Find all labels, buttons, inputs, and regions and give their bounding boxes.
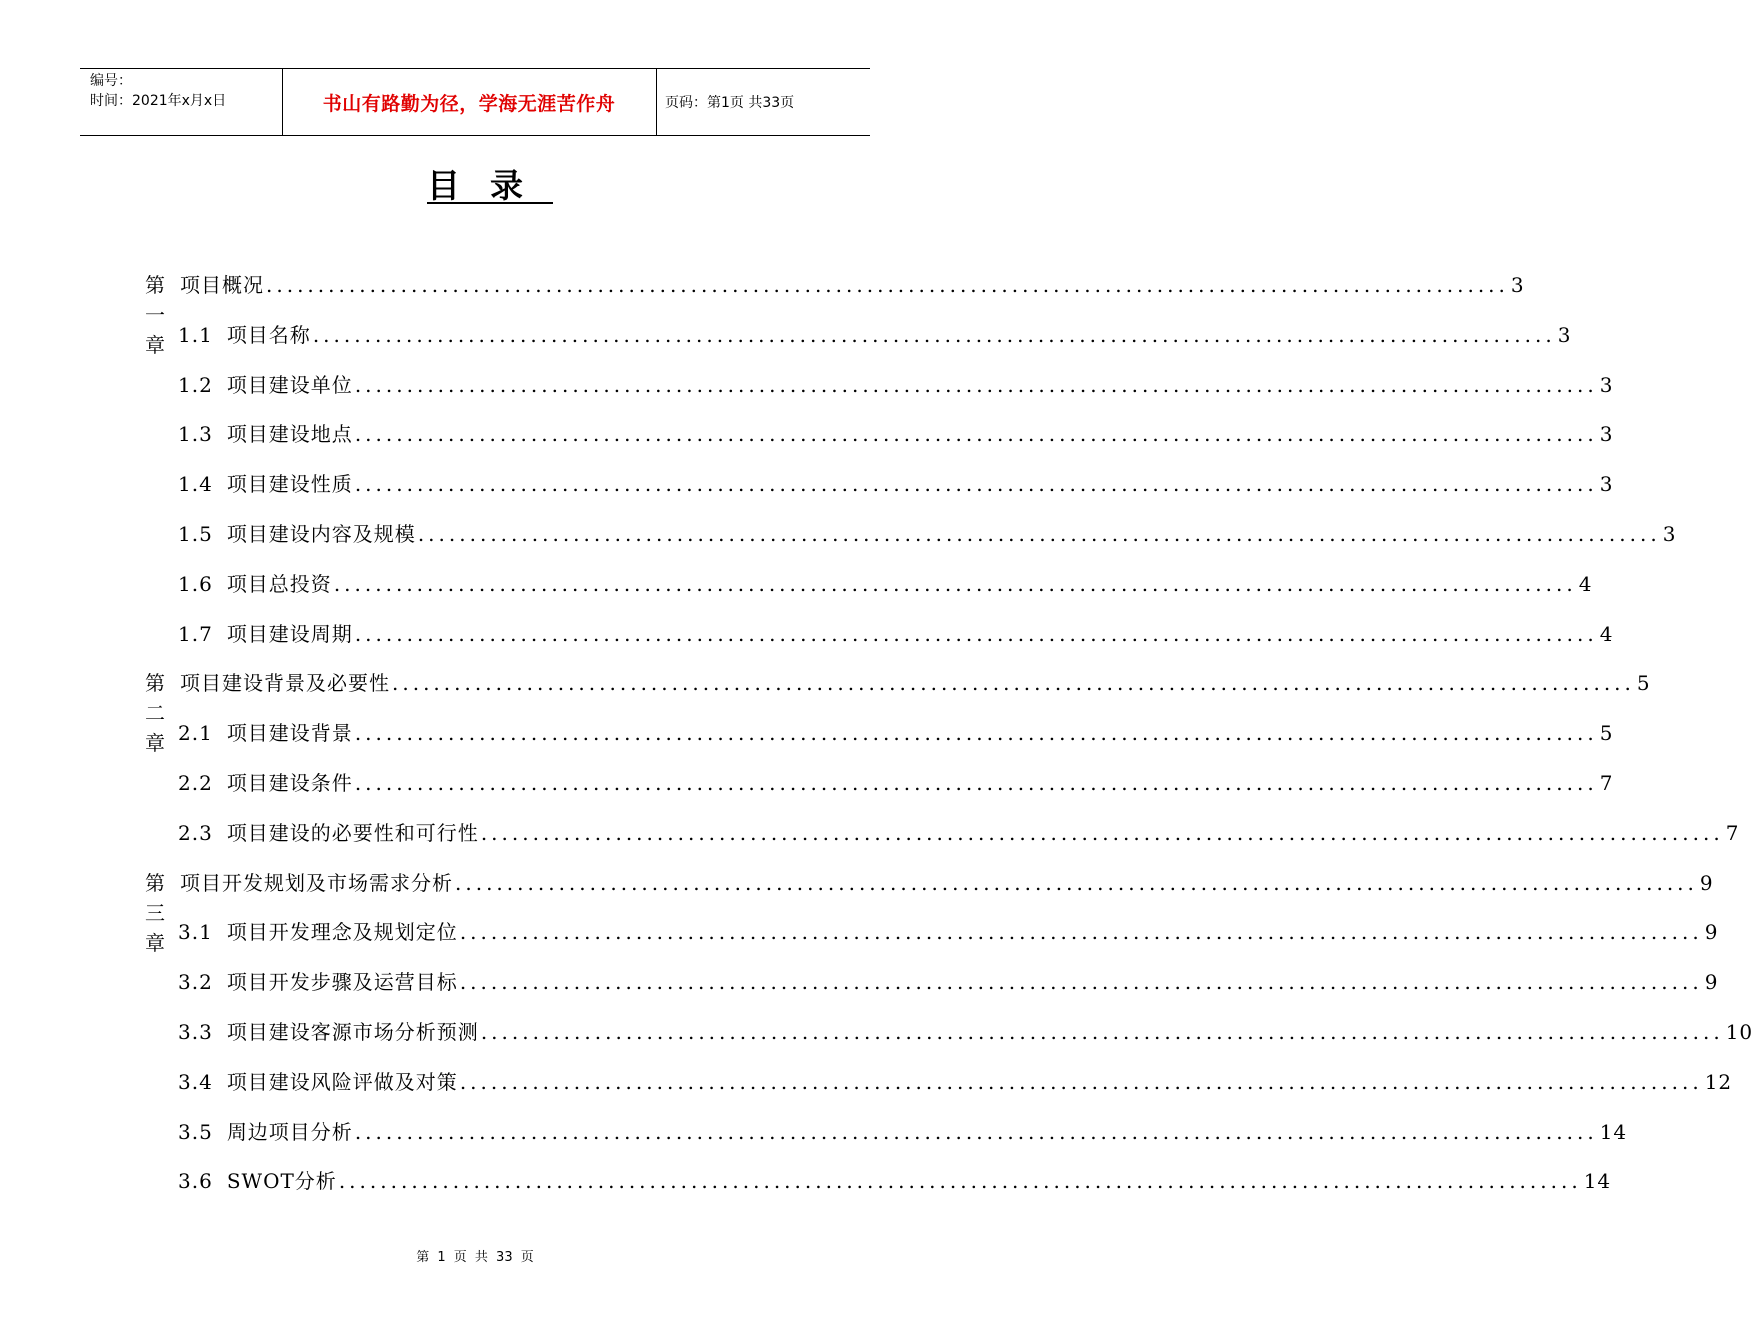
toc-entry-title: 项目建设性质 <box>226 472 353 497</box>
toc-dot-leader: ........................................................................................................................ <box>480 820 1724 845</box>
toc-entry-number: 3.4 <box>178 1069 213 1094</box>
toc-section-entry[interactable] <box>0 370 1614 400</box>
toc-section-entry[interactable] <box>0 967 1719 997</box>
toc-dot-leader: ........................................................................................................................ <box>459 1069 1703 1094</box>
toc-entry-title: 项目建设的必要性和可行性 <box>226 820 479 845</box>
toc-entry-page-number: 5 <box>1599 721 1614 746</box>
toc-entry-number: 1.3 <box>178 422 213 447</box>
toc-entry-title: 项目建设背景及必要性 <box>180 671 390 696</box>
document-code-label: 编号： <box>90 73 132 89</box>
toc-section-entry[interactable] <box>0 1117 1628 1147</box>
toc-entry-title: 项目建设条件 <box>226 771 353 795</box>
toc-dot-leader: ........................................................................................................................ <box>338 1169 1582 1194</box>
toc-heading <box>0 164 950 208</box>
toc-dot-leader: ........................................................................................................................ <box>333 571 1577 596</box>
toc-dot-leader: ........................................................................................................................ <box>392 671 1635 696</box>
toc-entry-number: 3.6 <box>178 1169 213 1194</box>
toc-entry-number: 1.1 <box>178 322 213 347</box>
toc-entry-title: 项目开发规划及市场需求分析 <box>180 870 453 895</box>
toc-entry-number: 第三章 <box>145 870 166 955</box>
toc-entry-page-number: 4 <box>1599 621 1614 646</box>
toc-entry-number: 1.7 <box>178 621 213 646</box>
toc-entry-number: 3.2 <box>178 970 213 995</box>
toc-entry-page-number: 7 <box>1599 771 1614 795</box>
toc-entry-title: 项目名称 <box>226 322 311 347</box>
toc-entry-number: 第一章 <box>145 273 166 357</box>
toc-entry-page-number: 9 <box>1704 970 1719 995</box>
header-meta <box>90 71 226 111</box>
toc-entry-title: 项目开发理念及规划定位 <box>226 920 458 945</box>
toc-entry-title: 周边项目分析 <box>226 1119 353 1144</box>
toc-section-entry[interactable] <box>0 469 1614 499</box>
toc-section-entry[interactable] <box>0 419 1614 449</box>
toc-entry-number: 2.1 <box>178 721 213 746</box>
toc-section-entry[interactable] <box>0 1166 1612 1196</box>
toc-dot-leader: ........................................................................................................................ <box>459 920 1703 945</box>
toc-section-entry[interactable] <box>0 320 1572 350</box>
toc-dot-leader: ........................................................................................................................ <box>266 273 1509 297</box>
toc-section-entry[interactable] <box>0 768 1614 798</box>
page-header <box>80 68 870 136</box>
header-motto: 书山有路勤为径，学海无涯苦作舟 <box>322 92 616 115</box>
toc-heading-text: 目录 <box>427 166 553 205</box>
toc-entry-number: 1.5 <box>178 522 213 546</box>
toc-dot-leader: ........................................................................................................................ <box>354 1119 1598 1144</box>
toc-entry-page-number: 7 <box>1725 820 1740 845</box>
toc-section-entry[interactable] <box>0 619 1614 649</box>
toc-entry-title: 项目开发步骤及运营目标 <box>226 970 458 995</box>
toc-entry-page-number: 9 <box>1699 870 1714 895</box>
toc-entry-number: 1.4 <box>178 472 213 497</box>
toc-entry-title: SWOT分析 <box>226 1169 337 1194</box>
toc-entry-page-number: 14 <box>1599 1119 1628 1144</box>
toc-entry-page-number: 3 <box>1599 372 1614 397</box>
toc-section-entry[interactable] <box>0 1017 1753 1047</box>
toc-dot-leader: ........................................................................................................................ <box>455 870 1698 895</box>
toc-entry-number: 3.3 <box>178 1020 213 1044</box>
toc-entry-page-number: 9 <box>1704 920 1719 945</box>
toc-entry-title: 项目建设单位 <box>226 372 353 397</box>
toc-entry-page-number: 10 <box>1725 1020 1753 1044</box>
toc-section-entry[interactable] <box>0 1067 1733 1097</box>
header-page-info: 页码：第1页 共33页 <box>665 95 795 111</box>
toc-entry-page-number: 5 <box>1636 671 1651 696</box>
toc-entry-number: 2.3 <box>178 820 213 845</box>
document-time-label: 时间：2021年x月x日 <box>90 93 227 109</box>
toc-dot-leader: ........................................................................................................................ <box>354 621 1598 646</box>
header-divider-right <box>656 69 657 135</box>
toc-entry-title: 项目建设地点 <box>226 422 353 447</box>
toc-dot-leader: ........................................................................................................................ <box>354 472 1598 497</box>
toc-entry-page-number: 3 <box>1510 273 1525 297</box>
toc-entry-page-number: 3 <box>1599 472 1614 497</box>
toc-entry-number: 3.5 <box>178 1119 213 1144</box>
page-footer: 第 1 页 共 33 页 <box>416 1250 534 1265</box>
toc-entry-page-number: 12 <box>1704 1069 1733 1094</box>
toc-entry-title: 项目建设客源市场分析预测 <box>226 1020 479 1044</box>
toc-entry-title: 项目总投资 <box>226 571 332 596</box>
toc-entry-page-number: 3 <box>1599 422 1614 447</box>
toc-entry-title: 项目建设背景 <box>226 721 353 746</box>
toc-entry-number: 第二章 <box>145 671 166 756</box>
toc-dot-leader: ........................................................................................................................ <box>354 771 1598 795</box>
toc-dot-leader: ........................................................................................................................ <box>459 970 1703 995</box>
toc-entry-number: 3.1 <box>178 920 213 945</box>
toc-entry-title: 项目概况 <box>180 273 264 297</box>
toc-entry-number: 1.2 <box>178 372 213 397</box>
toc-section-entry[interactable] <box>0 818 1740 848</box>
toc-entry-page-number: 3 <box>1557 322 1572 347</box>
toc-entry-page-number: 3 <box>1662 522 1677 546</box>
toc-entry-number: 2.2 <box>178 771 213 795</box>
toc-entry-page-number: 4 <box>1578 571 1593 596</box>
toc-section-entry[interactable] <box>0 519 1677 549</box>
toc-section-entry[interactable] <box>0 569 1593 599</box>
toc-section-entry[interactable] <box>0 917 1719 947</box>
toc-dot-leader: ........................................................................................................................ <box>354 372 1598 397</box>
toc-dot-leader: ........................................................................................................................ <box>354 422 1598 447</box>
toc-dot-leader: ........................................................................................................................ <box>354 721 1598 746</box>
toc-entry-number: 1.6 <box>178 571 213 596</box>
toc-dot-leader: ........................................................................................................................ <box>312 322 1556 347</box>
toc-entry-title: 项目建设内容及规模 <box>226 522 416 546</box>
toc-entry-title: 项目建设周期 <box>226 621 353 646</box>
toc-dot-leader: ........................................................................................................................ <box>417 522 1661 546</box>
toc-dot-leader: ........................................................................................................................ <box>480 1020 1724 1044</box>
toc-section-entry[interactable] <box>0 718 1614 748</box>
toc-entry-title: 项目建设风险评做及对策 <box>226 1069 458 1094</box>
toc-entry-page-number: 14 <box>1583 1169 1612 1194</box>
